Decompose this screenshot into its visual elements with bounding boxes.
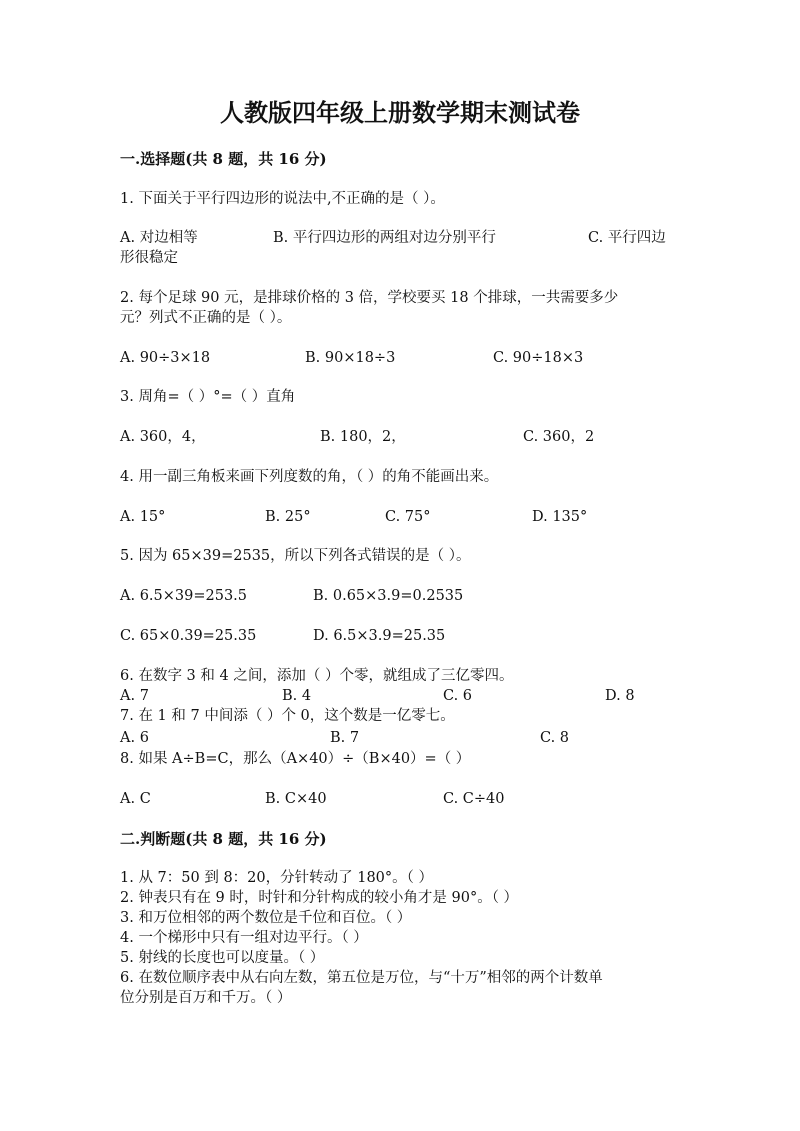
question-3: 3. 周角=（ ）°=（ ）直角 [120, 389, 296, 405]
q1-option-c-line2: 形很稳定 [120, 250, 178, 266]
question-7: 7. 在 1 和 7 中间添（ ）个 0，这个数是一亿零七。 [120, 708, 455, 724]
q6-option-a: A. 7 [120, 688, 149, 704]
q1-option-c-line1: C. 平行四边 [588, 230, 666, 246]
judge-item-3: 3. 和万位相邻的两个数位是千位和百位。（ ） [120, 910, 412, 926]
q6-option-c: C. 6 [443, 688, 473, 704]
q5-option-b: B. 0.65×3.9=0.2535 [313, 588, 464, 604]
question-2-line1: 2. 每个足球 90 元，是排球价格的 3 倍，学校要买 18 个排球，一共需要多少 [120, 290, 619, 306]
q2-option-c: C. 90÷18×3 [493, 350, 584, 366]
q2-option-b: B. 90×18÷3 [305, 350, 396, 366]
q4-option-a: A. 15° [120, 509, 166, 525]
question-2-line2: 元？列式不正确的是（ ）。 [120, 310, 292, 326]
judge-item-5: 5. 射线的长度也可以度量。（ ） [120, 950, 325, 966]
q7-option-a: A. 6 [120, 730, 149, 746]
section-heading-choice: 一.选择题(共 8 题，共 16 分) [120, 150, 327, 168]
judge-item-2: 2. 钟表只有在 9 时，时针和分针构成的较小角才是 90°。（ ） [120, 890, 519, 906]
q6-option-d: D. 8 [605, 688, 635, 704]
question-6: 6. 在数字 3 和 4 之间，添加（ ）个零，就组成了三亿零四。 [120, 668, 514, 684]
q5-option-c: C. 65×0.39=25.35 [120, 628, 257, 644]
q8-option-a: A. C [120, 791, 151, 807]
q1-option-b: B. 平行四边形的两组对边分别平行 [273, 230, 496, 246]
q2-option-a: A. 90÷3×18 [120, 350, 211, 366]
q6-option-b: B. 4 [282, 688, 312, 704]
q3-option-c: C. 360，2 [523, 429, 595, 445]
q1-option-a: A. 对边相等 [120, 230, 198, 246]
question-4: 4. 用一副三角板来画下列度数的角，（ ）的角不能画出来。 [120, 469, 499, 485]
q5-option-d: D. 6.5×3.9=25.35 [313, 628, 446, 644]
q4-option-b: B. 25° [265, 509, 311, 525]
q8-option-c: C. C÷40 [443, 791, 505, 807]
judge-item-6-line1: 6. 在数位顺序表中从右向左数，第五位是万位，与“十万”相邻的两个计数单 [120, 970, 603, 986]
question-5: 5. 因为 65×39=2535，所以下列各式错误的是（ ）。 [120, 548, 471, 564]
q5-option-a: A. 6.5×39=253.5 [120, 588, 248, 604]
q8-option-b: B. C×40 [265, 791, 327, 807]
judge-item-6-line2: 位分别是百万和千万。（ ） [120, 990, 292, 1006]
q7-option-c: C. 8 [540, 730, 570, 746]
q4-option-c: C. 75° [385, 509, 431, 525]
section-heading-judge: 二.判断题(共 8 题，共 16 分) [120, 830, 327, 848]
q4-option-d: D. 135° [532, 509, 588, 525]
q3-option-a: A. 360，4， [120, 429, 206, 445]
question-1: 1. 下面关于平行四边形的说法中,不正确的是（ ）。 [120, 191, 445, 207]
judge-item-4: 4. 一个梯形中只有一组对边平行。（ ） [120, 930, 368, 946]
q3-option-b: B. 180，2， [320, 429, 406, 445]
q7-option-b: B. 7 [330, 730, 360, 746]
question-8: 8. 如果 A÷B=C，那么（A×40）÷（B×40）=（ ） [120, 751, 471, 767]
judge-item-1: 1. 从 7：50 到 8：20，分针转动了 180°。（ ） [120, 870, 434, 886]
page-title: 人教版四年级上册数学期末测试卷 [220, 98, 580, 127]
